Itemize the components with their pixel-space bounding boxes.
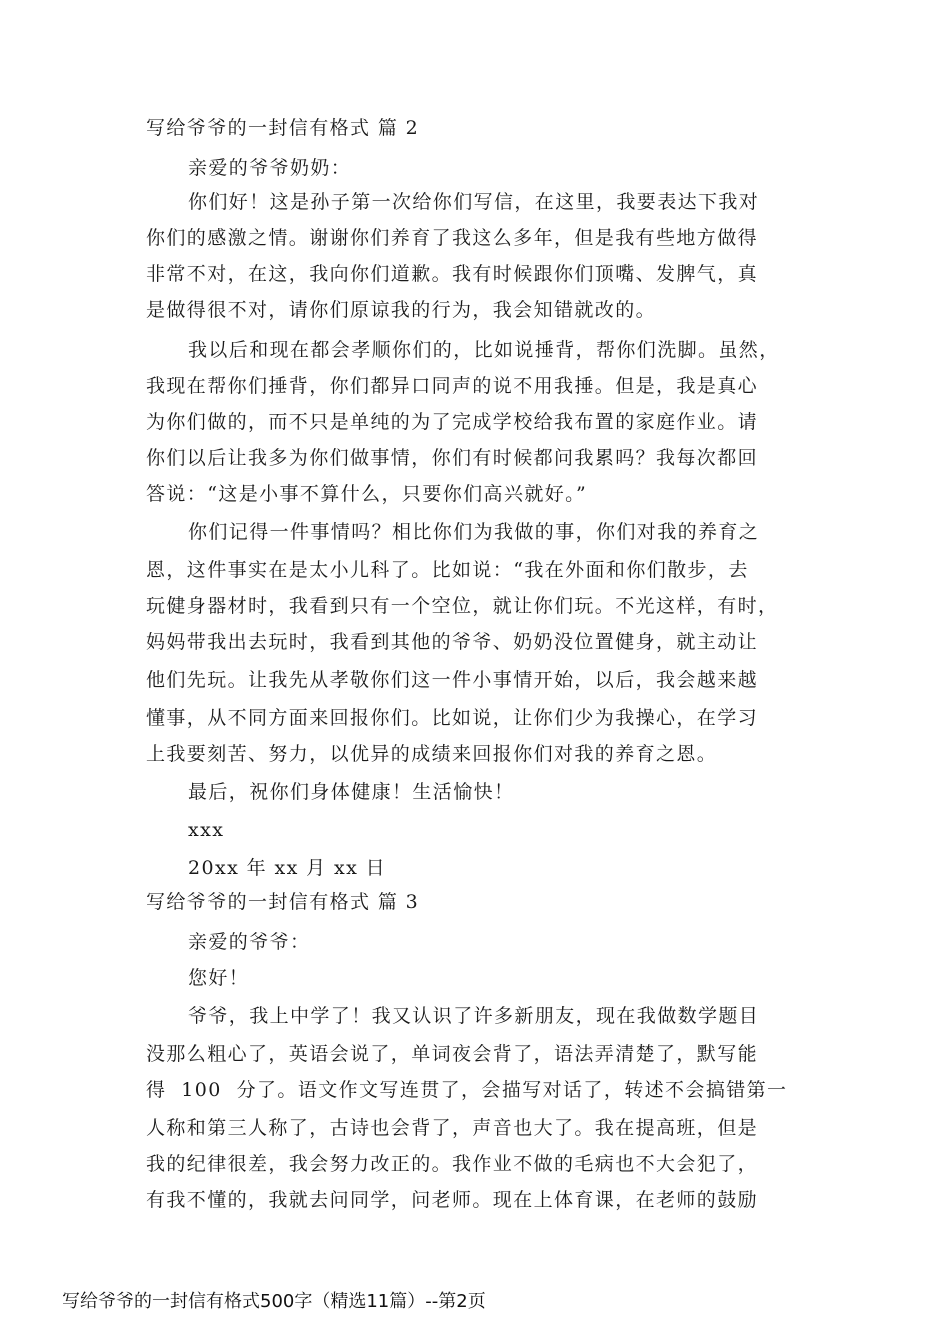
paragraph-line: 答说：“这是小事不算什么，只要你们高兴就好。”: [146, 483, 588, 505]
paragraph-line: 是做得很不对，请你们原谅我的行为，我会知错就改的。: [146, 299, 657, 321]
paragraph-line: 我现在帮你们捶背，你们都异口同声的说不用我捶。但是，我是真心: [146, 375, 759, 397]
paragraph-line: 有我不懂的，我就去问同学，问老师。现在上体育课，在老师的鼓励: [146, 1189, 759, 1211]
greeting: 您好！: [188, 967, 250, 989]
paragraph-line: 懂事，从不同方面来回报你们。比如说，让你们少为我操心，在学习: [146, 707, 759, 729]
paragraph-line: 爷爷，我上中学了！我又认识了许多新朋友，现在我做数学题目: [188, 1005, 760, 1027]
page-footer: 写给爷爷的一封信有格式500字（精选11篇）--第2页: [62, 1291, 486, 1312]
salutation: 亲爱的爷爷：: [188, 931, 311, 953]
paragraph-line: 我的纪律很差，我会努力改正的。我作业不做的毛病也不大会犯了，: [146, 1153, 759, 1175]
paragraph-line: 你们记得一件事情吗？相比你们为我做的事，你们对我的养育之: [188, 521, 760, 543]
paragraph-line: 人称和第三人称了，古诗也会背了，声音也大了。我在提高班，但是: [146, 1117, 759, 1139]
date-line: 20xx 年 xx 月 xx 日: [188, 857, 387, 879]
salutation: 亲爱的爷爷奶奶：: [188, 157, 352, 179]
paragraph-line: 他们先玩。让我先从孝敬你们这一件小事情开始，以后，我会越来越: [146, 669, 759, 691]
paragraph-line: 你们的感激之情。谢谢你们养育了我这么多年，但是我有些地方做得: [146, 227, 759, 249]
paragraph-line: 没那么粗心了，英语会说了，单词夜会背了，语法弄清楚了，默写能: [146, 1043, 759, 1065]
paragraph-line: 你们以后让我多为你们做事情，你们有时候都问我累吗？我每次都回: [146, 447, 759, 469]
paragraph-line: 你们好！这是孙子第一次给你们写信，在这里，我要表达下我对: [188, 191, 760, 213]
section-heading: 写给爷爷的一封信有格式 篇 3: [146, 891, 420, 913]
section-heading: 写给爷爷的一封信有格式 篇 2: [146, 117, 420, 139]
signature: xxx: [188, 819, 225, 841]
paragraph-line: 我以后和现在都会孝顺你们的，比如说捶背，帮你们洗脚。虽然，: [188, 339, 780, 361]
paragraph-line: 非常不对，在这，我向你们道歉。我有时候跟你们顶嘴、发脾气，真: [146, 263, 759, 285]
closing-line: 最后，祝你们身体健康！生活愉快！: [188, 781, 515, 803]
paragraph-line: 玩健身器材时，我看到只有一个空位，就让你们玩。不光这样，有时，: [146, 595, 779, 617]
paragraph-line: 妈妈带我出去玩时，我看到其他的爷爷、奶奶没位置健身，就主动让: [146, 631, 759, 653]
paragraph-line: 得 100 分了。语文作文写连贯了，会描写对话了，转述不会搞错第一: [146, 1079, 788, 1101]
paragraph-line: 恩，这件事实在是太小儿科了。比如说：“我在外面和你们散步，去: [146, 559, 749, 581]
paragraph-line: 为你们做的，而不只是单纯的为了完成学校给我布置的家庭作业。请: [146, 411, 759, 433]
paragraph-line: 上我要刻苦、努力，以优异的成绩来回报你们对我的养育之恩。: [146, 743, 718, 765]
